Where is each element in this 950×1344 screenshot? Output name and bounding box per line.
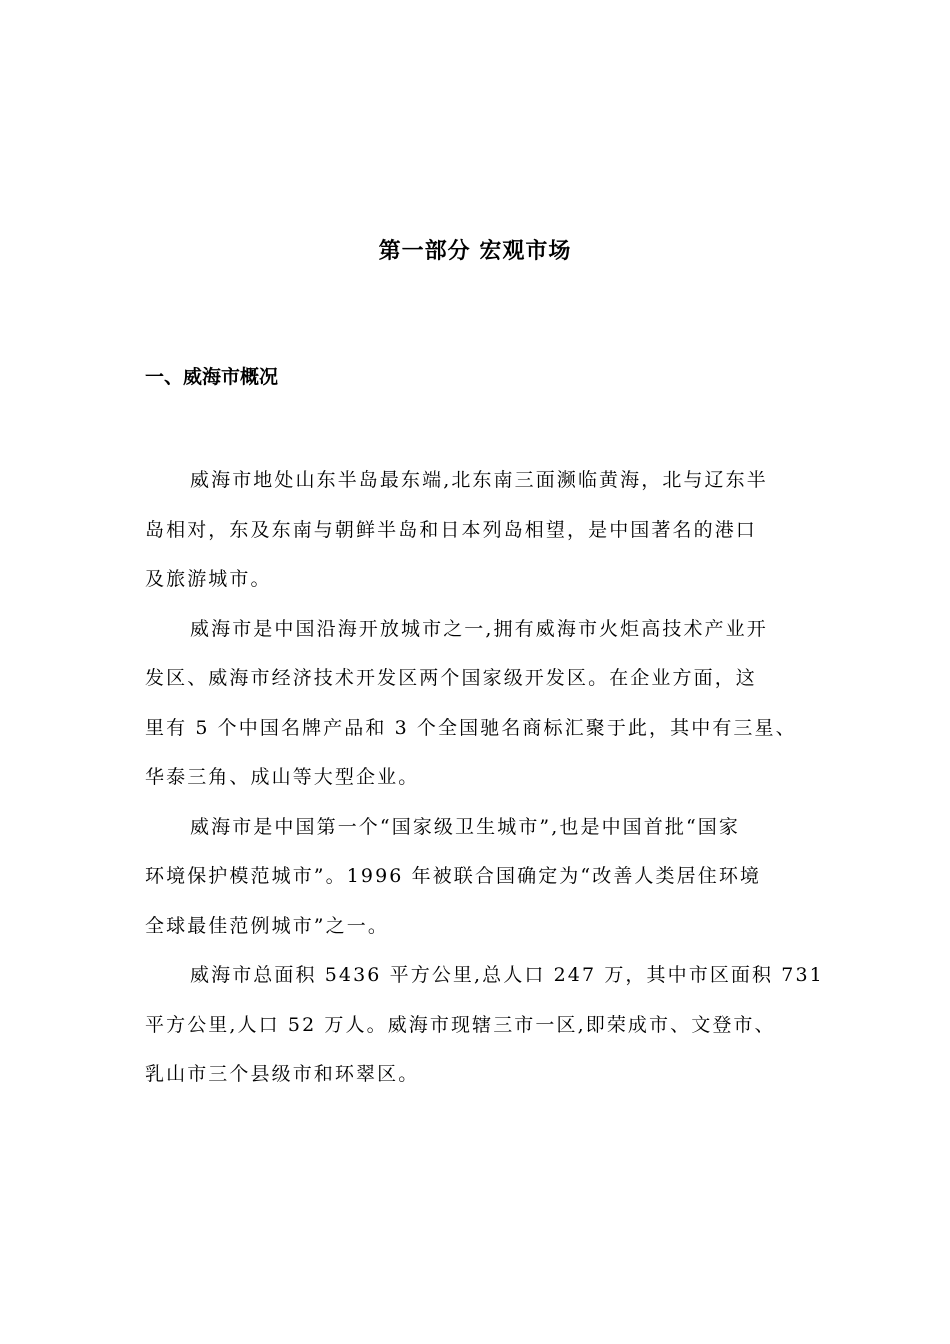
text-line: 威海市地处山东半岛最东端,北东南三面濒临黄海，北与辽东半 bbox=[190, 469, 768, 491]
part-title: 第一部分 宏观市场 bbox=[378, 239, 572, 264]
section-heading: 一、威海市概况 bbox=[145, 366, 279, 388]
text-line: 岛相对，东及东南与朝鲜半岛和日本列岛相望，是中国著名的港口 bbox=[145, 518, 757, 541]
text-line: 平方公里,人口 52 万人。威海市现辖三市一区,即荣成市、文登市、 bbox=[145, 1013, 776, 1036]
body-text bbox=[145, 456, 824, 1100]
text-line: 发区、威海市经济技术开发区两个国家级开发区。在企业方面，这 bbox=[145, 667, 757, 689]
text-line: 威海市是中国沿海开放城市之一,拥有威海市火炬高技术产业开 bbox=[190, 617, 768, 640]
text-line: 全球最佳范例城市”之一。 bbox=[145, 914, 389, 937]
paragraph-open-city bbox=[145, 605, 813, 803]
paragraph-area-population bbox=[145, 951, 824, 1100]
paragraph-overview-location bbox=[145, 456, 813, 605]
text-line: 乳山市三个县级市和环翠区。 bbox=[145, 1063, 420, 1085]
text-line: 威海市总面积 5436 平方公里,总人口 247 万，其中市区面积 731 bbox=[190, 964, 824, 986]
paragraph-honors bbox=[145, 803, 813, 952]
text-line: 及旅游城市。 bbox=[145, 568, 272, 590]
text-line: 里有 5 个中国名牌产品和 3 个全国驰名商标汇聚于此，其中有三星、 bbox=[145, 716, 797, 739]
text-line: 环境保护模范城市”。1996 年被联合国确定为“改善人类居住环境 bbox=[145, 865, 762, 887]
text-line: 华泰三角、成山等大型企业。 bbox=[145, 766, 420, 788]
text-line: 威海市是中国第一个“国家级卫生城市”,也是中国首批“国家 bbox=[190, 815, 740, 838]
